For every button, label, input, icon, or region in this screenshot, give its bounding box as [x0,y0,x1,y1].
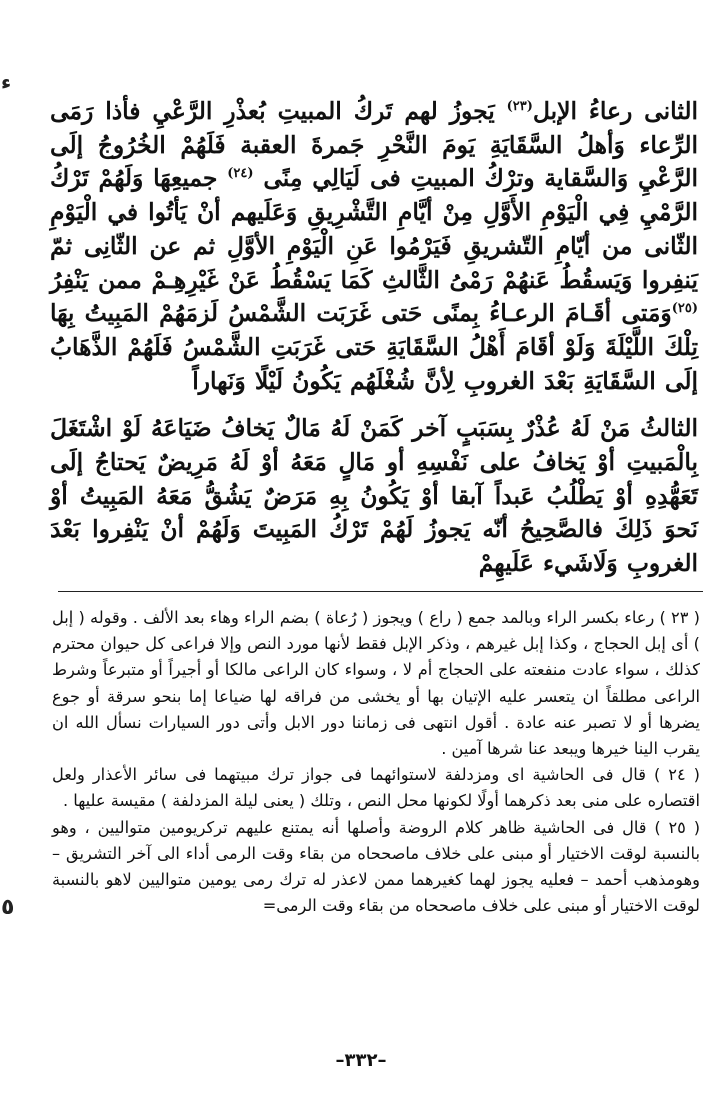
footnote-24: ( ٢٤ ) قال فى الحاشية اى ومزدلفة لاستوائهما فى جواز ترك مبيتهما فى سائر الأعذار ولعل اقتصاره على منى بعد ذكرهما أولًا لكونها محل النص ، وتلك ( يعنى ليلة المزدلفة ) مقيسة عليها . [52,765,700,811]
margin-mark-bottom: ٥ [1,895,15,920]
footnote-ref-25[interactable]: (٢٥) [671,301,698,317]
paragraph-text: وَمَتى أقَـامَ الرعـاءُ بِمنًى حَتى غَرَبَت الشَّمْسُ لَزمَهُمْ المَبِيتُ بِهَا تِلْكَ اللَّيْلَةَ وَلَوْ أقَامَ أَهْلُ السَّقَايَةِ حَتى غَرَبَتِ الشَّمْسُ فَلَهُمْ الذَّهَابُ إلَى السَّقَايَةِ بَعْدَ الغروبِ لِأنَّ شُغْلَهُم يَكُونُ لَيْلًا وَنَهاراً [50,299,698,395]
footnote-ref-24[interactable]: (٢٤) [227,166,254,182]
main-text [50,95,698,581]
margin-mark-top: ء [1,70,12,94]
paragraph-second-category [50,95,698,398]
footnote-25: ( ٢٥ ) قال فى الحاشية ظاهر كلام الروضة وأصلها أنه يمتنع عليهم تركريومين متواليين ، وهو بالنسبة لوقت الاختيار أو مبنى على خلاف ماصححاه من بقاء وقت الرمى أداء الى آخر التشريق – وهومذهب أحمد – فعليه يجوز لهما كغيرهما ممن لاعذر له ترك رمى يومين متواليين لاهو بالنسبة لوقت الاختيار أو مبنى على خلاف ماصححاه من بقاء وقت الرمى= [52,817,701,916]
paragraph-third-category: الثالثُ مَنْ لَهُ عُذْرٌ بِسَبَبٍ آخر كَمَنْ لَهُ مَالٌ يَخافُ ضَيَاعَهُ لَوْ اشْتَغَلَ بِالْمَبيتِ أوْ يَخافُ على نَفْسِهِ أو مَالٍ مَعَهُ أوْ لَهُ مَرِيضٌ يَحتاجُ إلَى تَعَهُّدِهِ أوْ يَطْلُبُ عَبداً آبقا أوْ يَكُونُ بِهِ مَرَضٌ يَشُقُّ مَعَهُ المَبِيتُ أوْ نَحوَ ذَلِكَ فالصَّحِيحُ أنّه يَجوزُ لَهُمْ تَرْكُ المَبِيتَ وَلَهُمْ أنْ يَنْفِروا بَعْدَ الغروبِ وَلَاشَيء عَلَيهِمْ [50,414,698,578]
footnote-divider [58,591,703,592]
page-number: –٣٣٢– [335,1050,387,1071]
paragraph-text: الثانى رعاءُ الإبل [532,97,698,125]
footnote-ref-23[interactable]: (٢٣) [506,99,533,115]
paragraph-text: جميعِهَا وَلَهُمْ تَرْكُ الرَّمْيِ فِي الْيَوْمِ الأَوَّلِ مِنْ أيَّامِ التَّشْرِيقِ وَعَلَيهم أنْ يَأتُوا في الْيَوْمِ الثّانى من أيّامِ التّشريقِ فَيَرْمُوا عَنِ الْيَوْمِ الأوَّلِ ثم عن الثّانِى ثمّ يَنفِروا وَيَسقُطُ عَنهُمْ رَمْىُ الثَّالثِ كَمَا يَسْقُطُ عَنْ غَيْرِهِـمْ ممن يَنْفِرُ [50,164,698,294]
paragraph-text: يَجوزُ لهم تَركُ المبيتِ بُعذْرِ الرَّعْيِ فأذا رَمَى الرِّعاء وَأهلُ السَّقَايَةِ يَومَ النَّحْرِ جَمرةَ العقبة فَلَهُمْ الخُرُوجُ إلَى الرَّعْيِ وَالسَّقاية وترْكُ المبيتِ فى لَيَالِي مِنًى [50,97,698,193]
footnote-23: ( ٢٣ ) رعاء بكسر الراء وبالمد جمع ( راع ) ويجوز ( رُعاة ) بضم الراء وهاء بعد الألف . وقوله ( إبل ) أى إبل الحجاج ، وكذا إبل غيرهم ، وذكر الإبل فقط لأنها مورد النص وإلا فراعى كل حيوان محترم كذلك ، سواء عادت منفعته على الحجاج أم لا ، وسواء كان الراعى مالكا أو أجيراً أو متبرعاً وشرط الراعى مطلقاً ان يتعسر عليه الإتيان بها أو يخشى من فراقه لها ضياعا إما بنحو سرقة أو جوع يضرها أو لا تصبر عنه عادة . أقول انتهى فى زماننا دور الابل وأتى دور السيارات نسأل الله ان يقرب الينا خيرها ويبعد عنا شرها آمين . [52,608,700,759]
footnotes [52,605,700,919]
